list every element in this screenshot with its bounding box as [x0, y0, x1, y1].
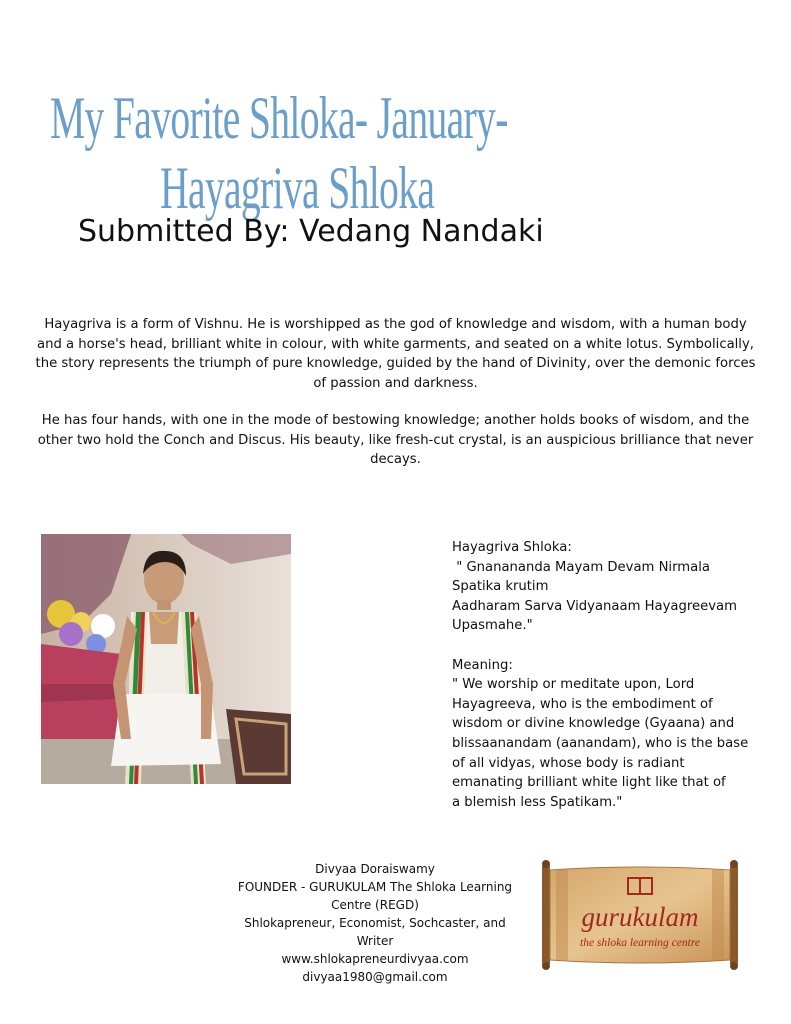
meaning-line: wisdom or divine knowledge (Gyaana) and — [452, 716, 735, 732]
footer-contact — [225, 860, 525, 986]
logo-tagline: the shloka learning centre — [580, 937, 700, 949]
student-photo — [41, 534, 291, 784]
meaning-line: Hayagreeva, who is the embodiment of — [452, 696, 713, 712]
shloka-line: " Gnanananda Mayam Devam Nirmala — [452, 559, 710, 575]
meaning-line: blissaanandam (aanandam), who is the base — [452, 735, 749, 751]
logo-wordmark: gurukulam — [581, 902, 699, 932]
founder-name: Divyaa Doraiswamy — [315, 862, 435, 876]
meaning-line: emanating brilliant white light like that of — [452, 775, 726, 791]
submitted-by: Submitted By: Vedang Nandaki — [78, 214, 544, 249]
meaning-line: of all vidyas, whose body is radiant — [452, 755, 685, 771]
email-link[interactable]: divyaa1980@gmail.com — [302, 970, 448, 984]
founder-description: Shlokapreneur, Economist, Sochcaster, and — [244, 916, 506, 930]
gurukulam-logo — [538, 860, 742, 970]
founder-role: Centre (REGD) — [331, 898, 419, 912]
student-photo-image — [41, 534, 291, 784]
founder-role: FOUNDER - GURUKULAM The Shloka Learning — [237, 880, 513, 894]
page-title-line2: Hayagriva Shloka — [160, 155, 435, 222]
scroll-logo-graphic — [538, 860, 742, 970]
meaning-line: " We worship or meditate upon, Lord — [452, 677, 695, 693]
founder-description: Writer — [356, 934, 394, 948]
shloka-line: Upasmahe." — [452, 618, 533, 634]
website-link[interactable]: www.shlokapreneurdivyaa.com — [281, 952, 469, 966]
shloka-heading: Hayagriva Shloka: — [452, 540, 572, 555]
shloka-block — [452, 538, 752, 812]
page-title-line1: My Favorite Shloka- January- — [50, 85, 508, 152]
meaning-line: a blemish less Spatikam." — [452, 794, 623, 810]
meaning-heading: Meaning: — [452, 657, 513, 673]
shloka-line: Spatika krutim — [452, 579, 549, 595]
intro-paragraph-2: He has four hands, with one in the mode of bestowing knowledge; another holds books of wisdom, and the other two hold the Conch and Discus. His beauty, like fresh-cut crystal, is an auspicious brilliance that never decays. — [37, 413, 754, 467]
shloka-line: Aadharam Sarva Vidyanaam Hayagreevam — [452, 598, 737, 614]
intro-paragraph-1: Hayagriva is a form of Vishnu. He is worshipped as the god of knowledge and wisdom, with a human body and a horse's head, brilliant white in colour, with white garments, and seated on a white lotus. Symbolically, the story represents the triumph of pure knowledge, guided by the hand of Divinity, over the demonic forces of passion and darkness. — [35, 317, 756, 391]
